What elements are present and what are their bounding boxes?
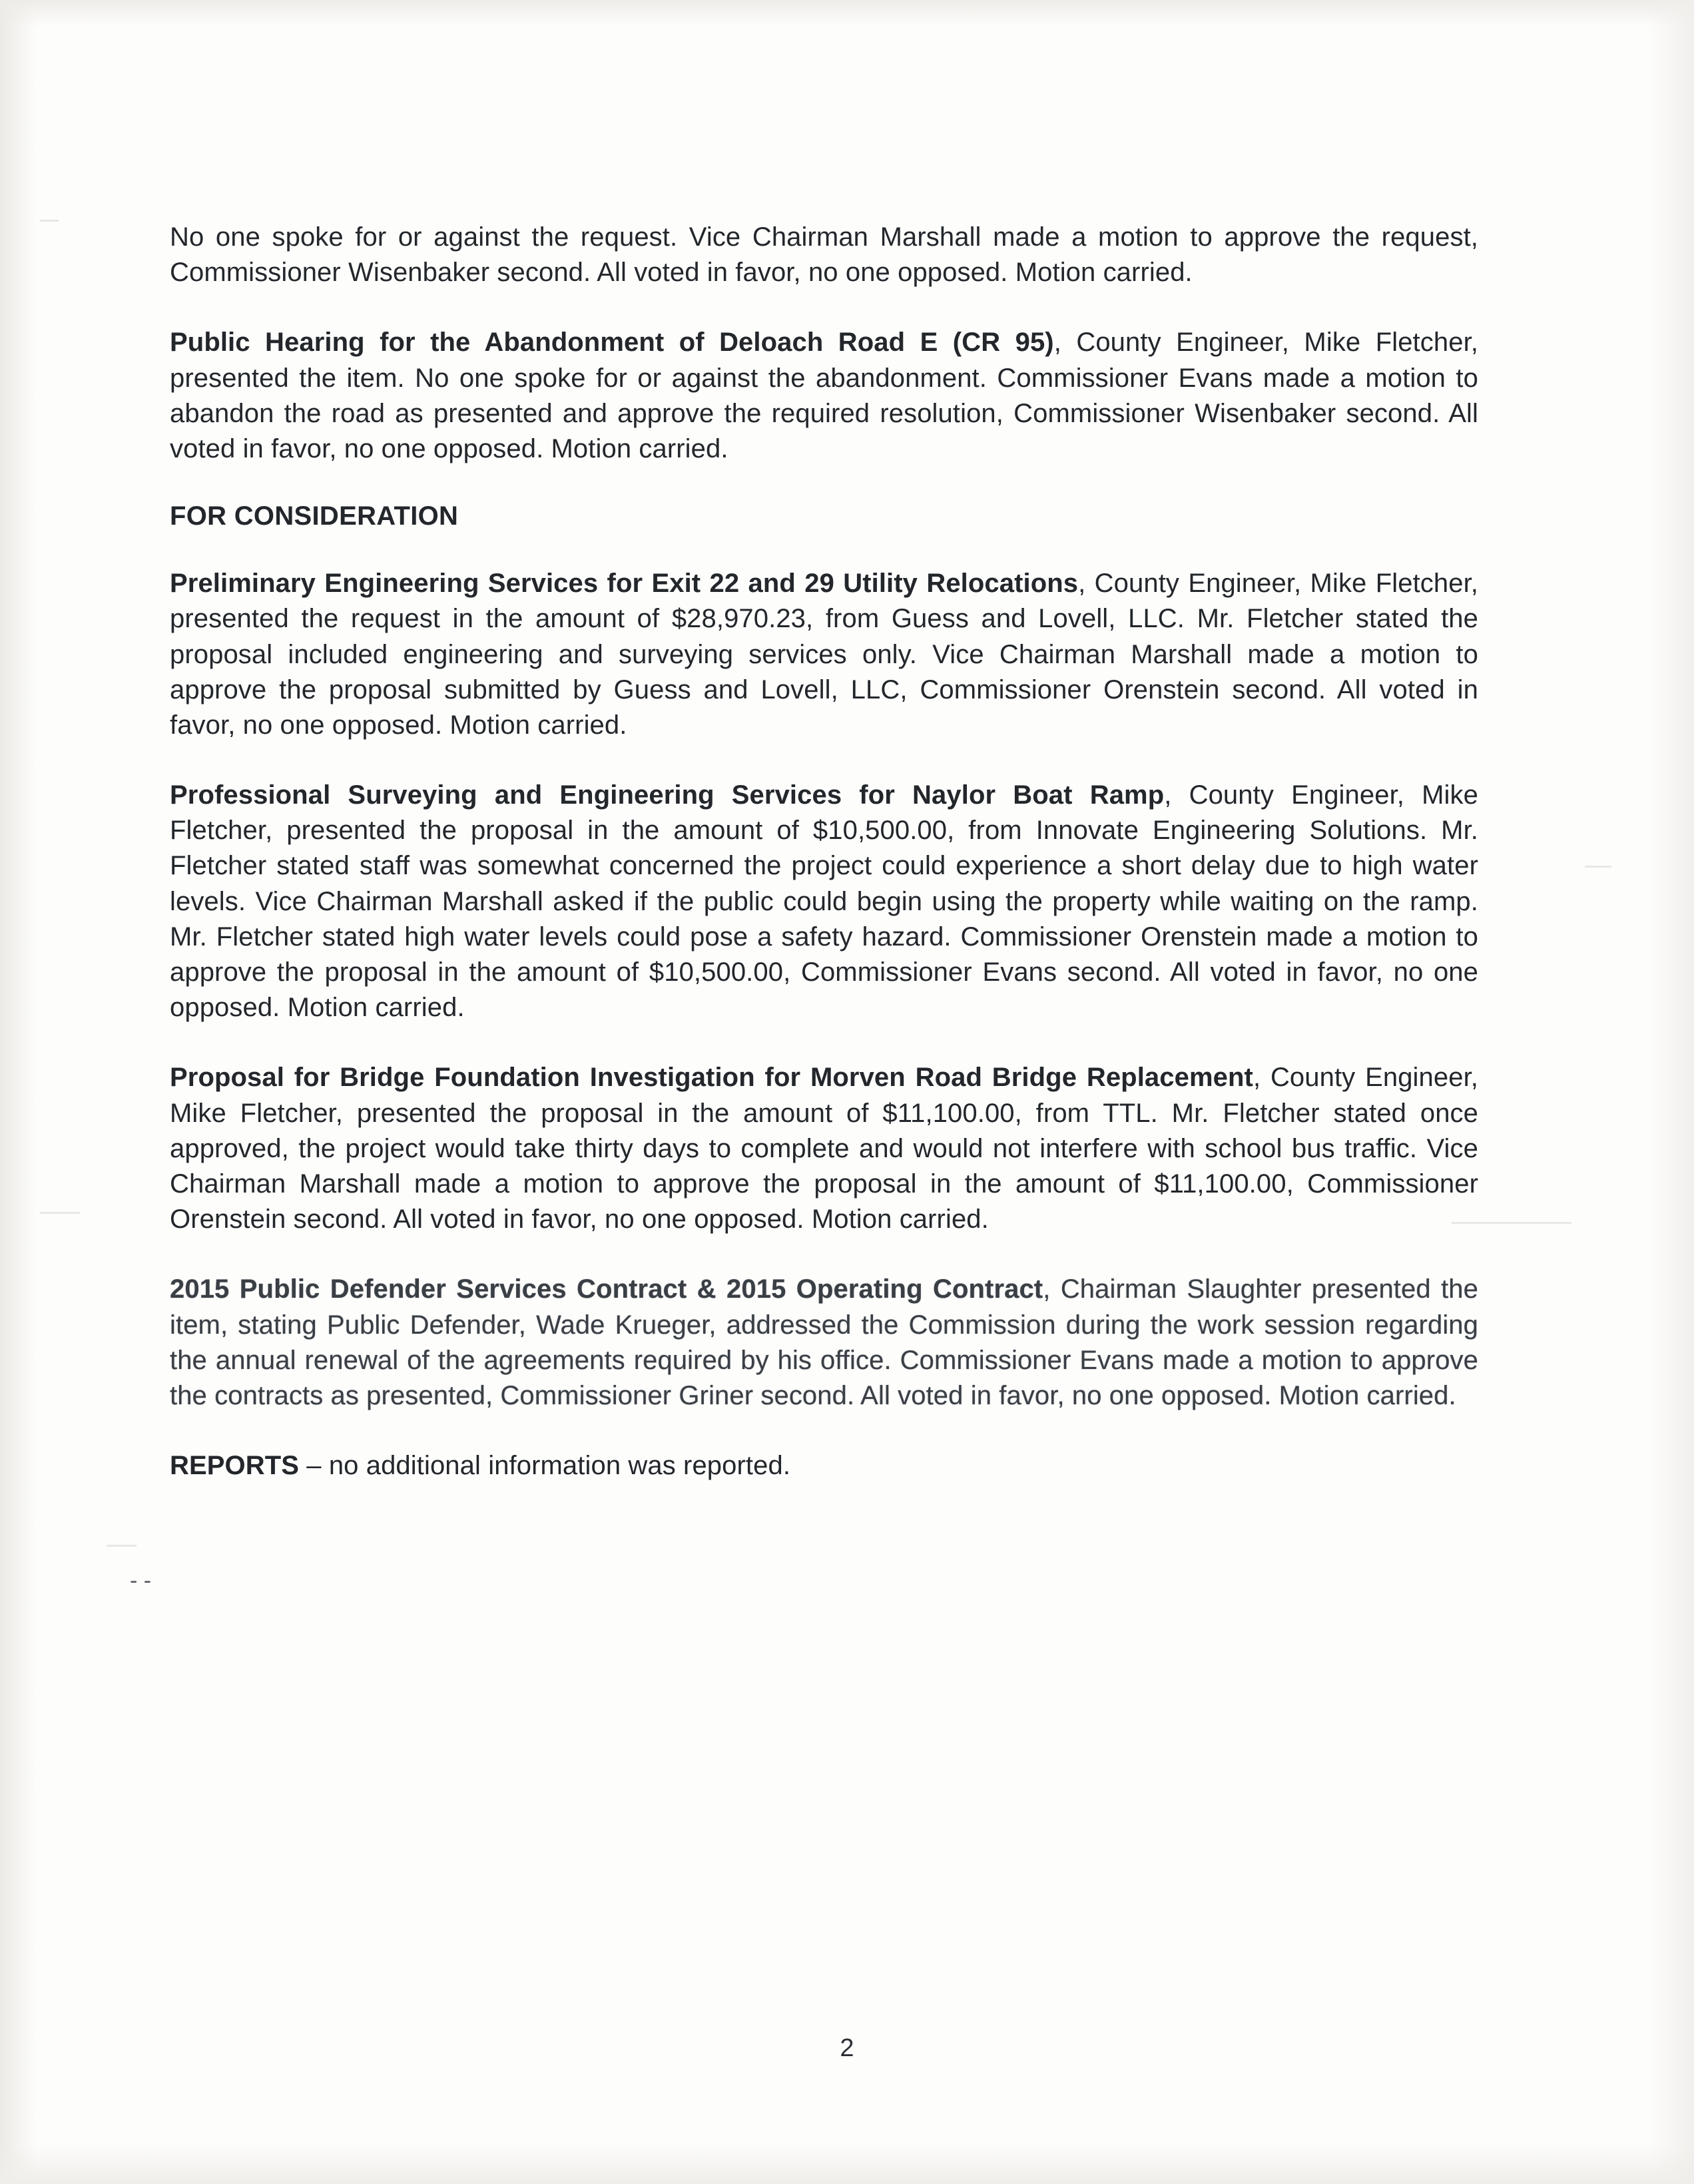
scan-artifact <box>40 1212 80 1214</box>
paragraph-reports <box>170 1448 1478 1484</box>
scan-artifact <box>107 1545 137 1547</box>
scan-edge-right <box>1647 0 1694 2184</box>
paragraph-text: No one spoke for or against the request. Vice Chairman Marshall made a motion to approve the request, Commissioner Wisenbaker second. All voted in favor, no one opposed. Motion carried. <box>170 222 1478 288</box>
paragraph-text: , County Engineer, Mike Fletcher, presented the request in the amount of $28,970.23, from Guess and Lovell, LLC. Mr. Fletcher stated the proposal included engineering and surveying services only. Vice Chairman Marshall made a motion to approve the proposal submitted by Guess and Lovell, LLC, Commissioner Orenstein second. All voted in favor, no one opposed. Motion carried. <box>170 569 1478 740</box>
paragraph-lead: REPORTS <box>170 1451 300 1481</box>
document-body <box>170 220 1478 1484</box>
paragraph-text: , County Engineer, Mike Fletcher, presented the proposal in the amount of $11,100.00, from TTL. Mr. Fletcher stated once approved, the project would take thirty days to complete and would not interfere with school bus traffic. Vice Chairman Marshall made a motion to approve the proposal in the amount of $11,100.00, Commissioner Orenstein second. All voted in favor, no one opposed. Motion carried. <box>170 1063 1478 1234</box>
paragraph-lead: Preliminary Engineering Services for Exit 22 and 29 Utility Relocations <box>170 569 1079 599</box>
scan-edge-top <box>0 0 1694 27</box>
paragraph-text: , County Engineer, Mike Fletcher, presented the proposal in the amount of $10,500.00, from Innovate Engineering Solutions. Mr. Fletcher stated staff was somewhat concerned the project could experience a short delay due to high water levels. Vice Chairman Marshall asked if the public could begin using the property while waiting on the ramp. Mr. Fletcher stated high water levels could pose a safety hazard. Commissioner Orenstein made a motion to approve the proposal in the amount of $10,500.00, Commissioner Evans second. All voted in favor, no one opposed. Motion carried. <box>170 780 1478 1023</box>
paragraph-text: , County Engineer, Mike Fletcher, presented the item. No one spoke for or against the abandonment. Commissioner Evans made a motion to abandon the road as presented and approve the required resolution, Commissioner Wisenbaker second. All voted in favor, no one opposed. Motion carried. <box>170 328 1478 463</box>
paragraph-lead: Public Hearing for the Abandonment of Deloach Road E (CR 95) <box>170 328 1054 358</box>
paragraph-lead: Professional Surveying and Engineering Services for Naylor Boat Ramp <box>170 780 1165 810</box>
scan-edge-bottom <box>0 2144 1694 2184</box>
paragraph-public-hearing-deloach-road <box>170 325 1478 467</box>
paragraph-lead: Proposal for Bridge Foundation Investigation for Morven Road Bridge Replacement <box>170 1063 1253 1093</box>
paragraph-lead: 2015 Public Defender Services Contract & 2015 Operating Contract <box>170 1274 1043 1304</box>
paragraph-naylor-boat-ramp <box>170 778 1478 1025</box>
section-heading-for-consideration: FOR CONSIDERATION <box>170 501 459 531</box>
paragraph-text: – no additional information was reported. <box>299 1451 791 1481</box>
scan-dash-mark: - - <box>130 1568 152 1593</box>
paragraph-opening <box>170 220 1478 290</box>
paragraph-public-defender-contract <box>170 1272 1478 1414</box>
paragraph-text: , Chairman Slaughter presented the item, stating Public Defender, Wade Krueger, addressed the Commission during the work session regarding the annual renewal of the agreements required by his office. Commissioner Evans made a motion to approve the contracts as presented, Commissioner Griner second. All voted in favor, no one opposed. Motion carried. <box>170 1274 1478 1410</box>
page-number: 2 <box>840 2034 854 2062</box>
scan-artifact <box>40 220 59 222</box>
paragraph-preliminary-engineering-services <box>170 566 1478 743</box>
scan-edge-left <box>0 0 37 2184</box>
paragraph-morven-road-bridge <box>170 1060 1478 1237</box>
scan-artifact <box>1585 866 1611 868</box>
